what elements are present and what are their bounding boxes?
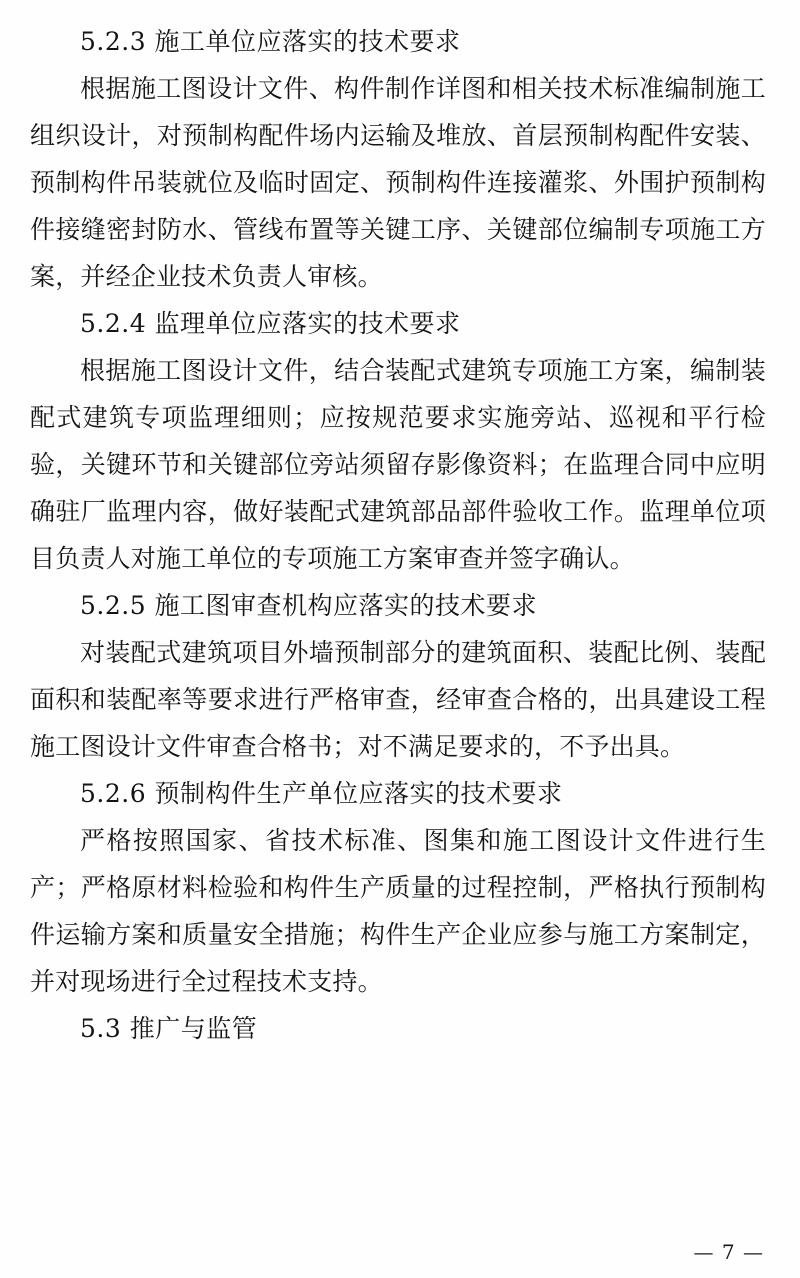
- section-paragraph-5-2-6: 严格按照国家、省技术标准、图集和施工图设计文件进行生产；严格原材料检验和构件生产质量的过程控制，严格执行预制构件运输方案和质量安全措施；构件生产企业应参与施工方案制定，并对现场进行全过程技术支持。: [30, 826, 766, 996]
- page-number: — 7 —: [693, 1240, 764, 1264]
- section-paragraph-5-2-3: 根据施工图设计文件、构件制作详图和相关技术标准编制施工组织设计，对预制构配件场内运输及堆放、首层预制构配件安装、预制构件吊装就位及临时固定、预制构件连接灌浆、外围护预制构件接缝密封防水、管线布置等关键工序、关键部位编制专项施工方案，并经企业技术负责人审核。: [30, 74, 766, 291]
- section-heading-5-2-3: 5.2.3 施工单位应落实的技术要求: [80, 27, 461, 56]
- section-paragraph-5-2-5: 对装配式建筑项目外墙预制部分的建筑面积、装配比例、装配面积和装配率等要求进行严格审查，经审查合格的，出具建设工程施工图设计文件审查合格书；对不满足要求的，不予出具。: [30, 638, 766, 761]
- section-heading-5-2-6: 5.2.6 预制构件生产单位应落实的技术要求: [80, 779, 563, 808]
- section-heading-5-3: 5.3 推广与监管: [80, 1014, 258, 1043]
- section-heading-5-2-4: 5.2.4 监理单位应落实的技术要求: [80, 309, 461, 338]
- section-heading-5-2-5: 5.2.5 施工图审查机构应落实的技术要求: [80, 591, 538, 620]
- section-paragraph-5-2-4: 根据施工图设计文件，结合装配式建筑专项施工方案，编制装配式建筑专项监理细则；应按规范要求实施旁站、巡视和平行检验，关键环节和关键部位旁站须留存影像资料；在监理合同中应明确驻厂监理内容，做好装配式建筑部品部件验收工作。监理单位项目负责人对施工单位的专项施工方案审查并签字确认。: [30, 356, 766, 573]
